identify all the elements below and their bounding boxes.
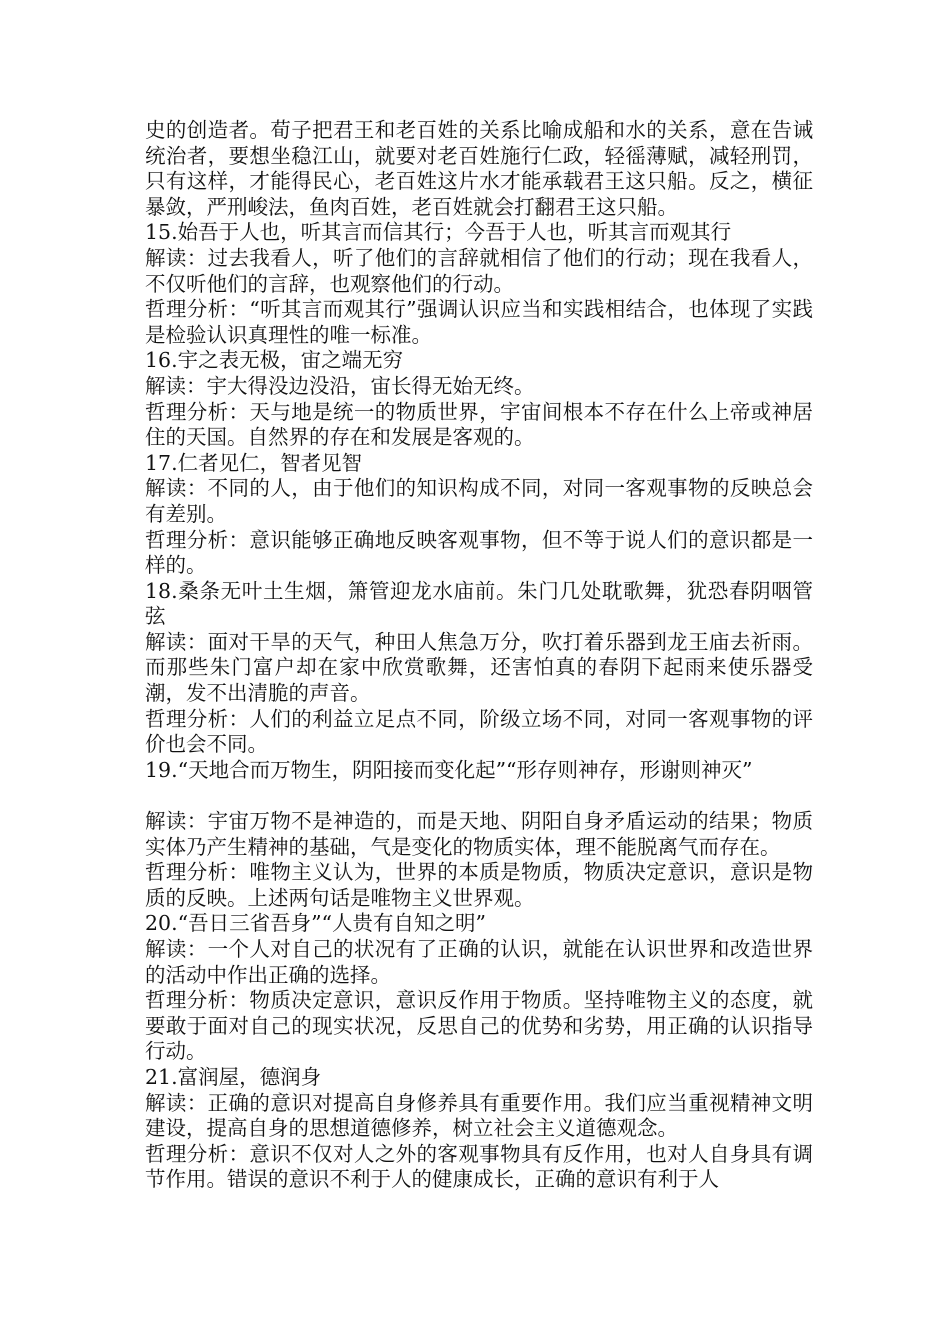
item-21-heading: 21.富润屋，德润身 — [145, 1064, 322, 1089]
item-18-heading: 18.桑条无叶土生烟，箫管迎龙水庙前。朱门几处耽歌舞，犹恐春阴咽管弦 — [145, 578, 813, 629]
item-20-analysis: 哲理分析：物质决定意识，意识反作用于物质。坚持唯物主义的态度，就要敢于面对自己的现实状况，反思自己的优势和劣势，用正确的认识指导行动。 — [145, 988, 813, 1064]
item-15-interpretation: 解读：过去我看人，听了他们的言辞就相信了他们的行动；现在我看人，不仅听他们的言辞，也观察他们的行动。 — [145, 245, 813, 296]
item-18-analysis: 哲理分析：人们的利益立足点不同，阶级立场不同，对同一客观事物的评价也会不同。 — [145, 706, 813, 757]
item-20-heading: 20.“吾日三省吾身”“人贵有自知之明” — [145, 911, 487, 936]
item-17-interpretation: 解读：不同的人，由于他们的知识构成不同，对同一客观事物的反映总会有差别。 — [145, 476, 813, 526]
item-21-analysis: 哲理分析：意识不仅对人之外的客观事物具有反作用，也对人自身具有调节作用。错误的意识不利于人的健康成长，正确的意识有利于人 — [145, 1141, 813, 1192]
item-16-interpretation: 解读：宇大得没边没沿，宙长得无始无终。 — [145, 373, 535, 398]
paragraph-intro-continued: 史的创造者。荀子把君王和老百姓的关系比喻成船和水的关系，意在告诫统治者，要想坐稳江山，就要对老百姓施行仁政，轻徭薄赋，减轻刑罚，只有这样，才能得民心，老百姓这片水才能承载君王这只船。反之，横征暴敛，严刑峻法，鱼肉百姓，老百姓就会打翻君王这只船。 — [145, 118, 813, 219]
item-15-analysis: 哲理分析：“听其言而观其行”强调认识应当和实践相结合，也体现了实践是检验认识真理性的唯一标准。 — [145, 297, 813, 347]
blank-line — [145, 783, 813, 809]
item-17-heading: 17.仁者见仁，智者见智 — [145, 450, 363, 475]
item-19-interpretation: 解读：宇宙万物不是神造的，而是天地、阴阳自身矛盾运动的结果；物质实体乃产生精神的基础，气是变化的物质实体，理不能脱离气而存在。 — [145, 809, 813, 859]
item-21-interpretation: 解读：正确的意识对提高自身修养具有重要作用。我们应当重视精神文明建设，提高自身的思想道德修养，树立社会主义道德观念。 — [145, 1090, 813, 1141]
item-16-analysis: 哲理分析：天与地是统一的物质世界，宇宙间根本不存在什么上帝或神居住的天国。自然界的存在和发展是客观的。 — [145, 399, 813, 450]
item-19-heading: 19.“天地合而万物生，阴阳接而变化起”“形存则神存，形谢则神灭” — [145, 757, 753, 782]
item-16-heading: 16.宇之表无极，宙之端无穷 — [145, 348, 404, 373]
item-15-heading: 15.始吾于人也，听其言而信其行；今吾于人也，听其言而观其行 — [145, 220, 732, 245]
item-20-interpretation: 解读：一个人对自己的状况有了正确的认识，就能在认识世界和改造世界的活动中作出正确的选择。 — [145, 937, 813, 987]
item-19-analysis: 哲理分析：唯物主义认为，世界的本质是物质，物质决定意识，意识是物质的反映。上述两句话是唯物主义世界观。 — [145, 860, 813, 910]
item-17-analysis: 哲理分析：意识能够正确地反映客观事物，但不等于说人们的意识都是一样的。 — [145, 527, 813, 578]
item-18-interpretation: 解读：面对干旱的天气，种田人焦急万分，吹打着乐器到龙王庙去祈雨。而那些朱门富户却在家中欣赏歌舞，还害怕真的春阴下起雨来使乐器受潮，发不出清脆的声音。 — [145, 629, 813, 706]
document-page — [145, 118, 813, 1193]
